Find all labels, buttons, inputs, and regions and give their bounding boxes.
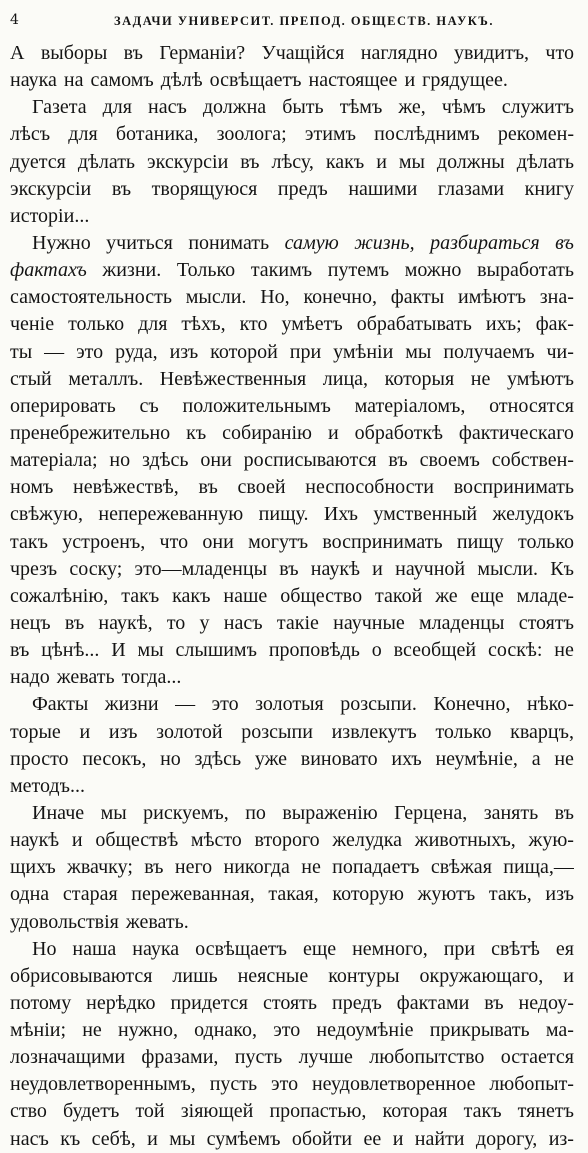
text-line: А выборы въ Германіи? Учащійся наглядно увидитъ, что xyxy=(10,42,574,64)
text-line: методъ... xyxy=(10,774,85,797)
text-line: такъ устроенъ, что они могутъ воспринимать пищу только xyxy=(10,530,574,553)
text-line: пренебрежительно къ собиранію и обработкѣ фактическаго xyxy=(10,421,574,444)
text-line: щихъ жвачку; въ него никогда не попадаетъ свѣжая пища,— xyxy=(10,856,574,879)
text-line: нецъ въ наукѣ, то у насъ такіе научные младенцы стоятъ xyxy=(10,611,574,634)
text-line: стый металлъ. Невѣжественныя лица, которыя не умѣютъ xyxy=(10,367,574,390)
text-line: матеріала; но здѣсь они росписываются въ своемъ собствен- xyxy=(10,449,574,472)
text-line: номъ невѣжествѣ, въ своей неспособности воспринимать xyxy=(10,476,574,499)
text-line: насъ къ себѣ, и мы сумѣемъ обойти ее и найти дорогу, из- xyxy=(10,1127,574,1150)
text-line: чрезъ соску; это—младенцы въ наукѣ и научной мысли. Къ xyxy=(10,557,574,580)
text-line: мѣніи; не нужно, однако, это недоумѣніе прикрывать ма- xyxy=(10,1019,574,1042)
text-line: одна старая пережеванная, такая, которую жуютъ такъ, изъ xyxy=(10,883,574,906)
text-line: Иначе мы рискуемъ, по выраженію Герцена, занять въ xyxy=(32,801,574,824)
text-line: наукѣ и обществѣ мѣсто второго желудка животныхъ, жую- xyxy=(10,829,574,852)
text-line: просто песокъ, но здѣсь уже виновато ихъ неумѣніе, а не xyxy=(10,747,574,770)
text-line: Факты жизни — это золотыя розсыпи. Конечно, нѣко- xyxy=(32,693,574,716)
text-line: Но наша наука освѣщаетъ еще немного, при свѣтѣ ея xyxy=(32,937,574,960)
running-title: ЗАДАЧИ УНИВЕРСИТ. ПРЕПОД. ОБЩЕСТВ. НАУКЪ. xyxy=(114,14,494,28)
text-line: удовольствія жевать. xyxy=(10,910,189,933)
text-line: дуется дѣлать экскурсіи въ лѣсу, какъ и мы должны дѣлать xyxy=(10,150,574,173)
text-line: наука на самомъ дѣлѣ освѣщаетъ настоящее и грядущее. xyxy=(10,69,508,92)
text-line: ство будетъ той зіяющей пропастью, которая такъ тянетъ xyxy=(10,1100,574,1123)
text-line: сожалѣнію, такъ какъ наше общество такой же еще младе- xyxy=(10,584,574,607)
text-line: въ цѣнѣ... И мы слышимъ проповѣдь о всеобщей соскѣ: не xyxy=(10,639,574,662)
text-line: лѣсъ для ботаника, зоолога; этимъ послѣднимъ рекомен- xyxy=(10,123,574,146)
text-line: ченіе только для тѣхъ, кто умѣетъ обрабатывать ихъ; фак- xyxy=(10,313,574,336)
text-line: потому нерѣдко придется стоять предъ фактами въ недоу- xyxy=(10,991,574,1014)
text-line: самостоятельность мысли. Но, конечно, факты имѣютъ зна- xyxy=(10,286,574,309)
text-line: экскурсіи въ творящуюся предъ нашими глазами книгу xyxy=(10,177,574,200)
text-line: надо жевать тогда... xyxy=(10,666,182,689)
text-line: Газета для насъ должна быть тѣмъ же, чѣмъ служитъ xyxy=(32,96,574,119)
page-number: 4 xyxy=(10,12,19,28)
text-line: торые и изъ золотой розсыпи извлекутъ только кварцъ, xyxy=(10,720,574,743)
text-line: лозначащими фразами, пусть лучше любопытство остается xyxy=(10,1046,574,1069)
text-line: неудовлетвореннымъ, пусть это неудовлетворенное любопыт- xyxy=(10,1073,574,1096)
text-line: ты — это руда, изъ которой при умѣніи мы получаемъ чи- xyxy=(10,340,574,363)
text-line: фактахъ жизни. Только такимъ путемъ можно выработать xyxy=(10,259,574,282)
page-header xyxy=(10,6,578,32)
text-line: оперировать съ положительнымъ матеріаломъ, относятся xyxy=(10,394,574,417)
text-line: свѣжую, непережеванную пищу. Ихъ умственный желудокъ xyxy=(10,503,574,526)
text-line: Нужно учиться понимать самую жизнь, разбираться въ xyxy=(32,231,574,254)
text-line: исторіи... xyxy=(10,204,90,227)
text-line: обрисовываются лишь неясные контуры окружающаго, и xyxy=(10,964,574,987)
body-text xyxy=(10,40,574,1153)
